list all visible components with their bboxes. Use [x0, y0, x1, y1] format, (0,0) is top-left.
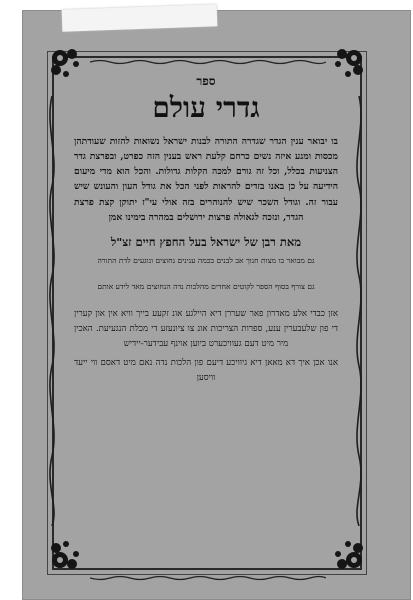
appendix-note: גם צורף בסוף הספר לקוטים אחדים מהלכות נדה הנחוצים מאד לידע אותם — [97, 282, 315, 292]
title-page-content — [74, 74, 338, 386]
corner-ornament-icon — [46, 532, 88, 574]
yiddish-paragraph-2: אנו אכן איך דא מאאן דיא גיוויכע דיעם פון הלכות נדה נאם מיט דאסם ווי ייעד וויסען — [74, 358, 338, 384]
yiddish-paragraph: אזן כבדי אלע מאדרון פאר שעררן דיא היילגע אונ זקעע בייך וויא אין און קערין די פון שלעבערין ענע, ספרות הצריכות אונ צו ציונעזע די מכלת הנגעיעת. האכין מיר מיט דעם געוויכערט ביוען אוינף עבידער-יידיש — [74, 309, 338, 350]
frame-bottom-border — [90, 566, 326, 572]
corner-ornament-icon — [326, 532, 368, 574]
author-line: מאת רבן של ישראל בעל החפץ חיים זצ"ל — [110, 235, 302, 250]
book-description: בו יבואר ענין הגדר שגדרה התורה לבנות ישראל נשואות להזות שעודתהן מכסות ומנע איזה נשים כרחם קלעת ראש בענין הזה כפרט, ובפרצת גדר הצניעות בכלל, וכל זה גורם למכה הקלות גדולות. והכל הוא מדי מיעום הידיעה על כן באנו בזדים להראות לפני הכל את גודל העון והעונש שיש עבור זה. וגודל השכר שיש להנוהרים בזה אולי עי"ז יתוקן קצת פרצת הגדר, ונזכה לגאולה פרצות ירושלים במהרה בימינו אמן — [74, 135, 338, 223]
frame-right-vine — [352, 96, 366, 526]
book-title: גדרי עולם — [152, 91, 260, 124]
subtitle-note: גם מבואר בו מצות חנוך אב לבנים בכמה ענינים נחוצים ונוגעים לדת התורה — [97, 256, 315, 266]
book-label: ספר — [196, 74, 216, 88]
frame-top-border — [90, 50, 326, 56]
frame-left-vine — [45, 96, 59, 526]
